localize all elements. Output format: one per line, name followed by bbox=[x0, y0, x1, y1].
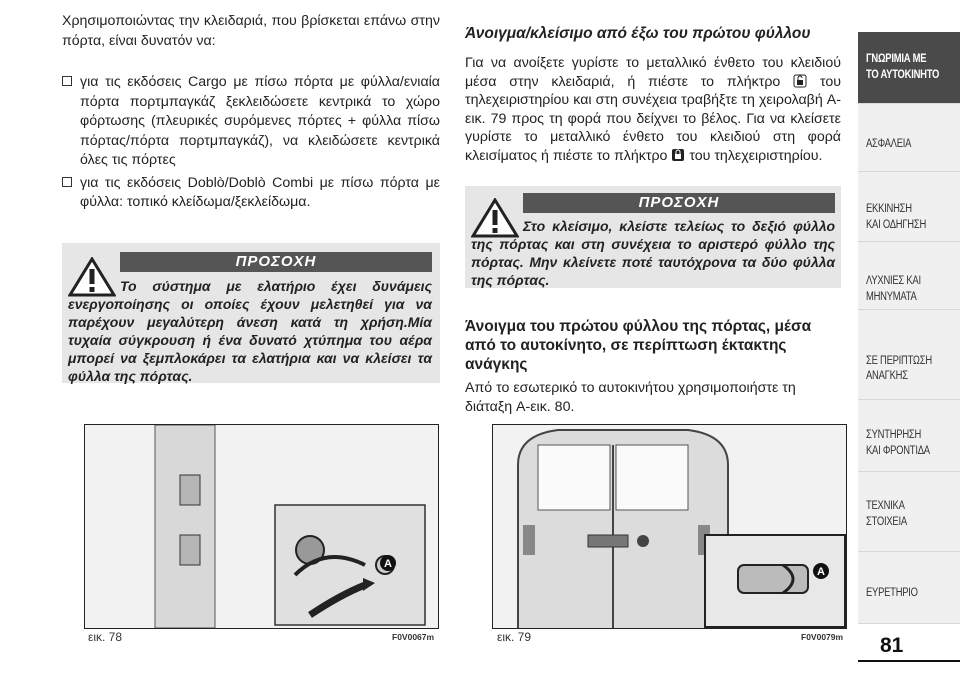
warning-label: ΠΡΟΣΟΧΗ bbox=[523, 193, 835, 213]
rear-door-illustration bbox=[493, 425, 846, 628]
tab-warning-lights[interactable]: ΛΥΧΝΙΕΣ ΚΑΙ ΜΗΝΥΜΑΤΑ bbox=[858, 242, 960, 310]
page-number: 81 bbox=[880, 634, 904, 657]
unlock-icon bbox=[793, 74, 807, 88]
list-item: για τις εκδόσεις Cargo με πίσω πόρτα με φύλλα/ενιαία πόρτα πορτμπαγκάζ ξεκλειδώσετε κεντρικά το χώρο φόρτωσης (πλευρικές συρόμενες πόρτες + φύλλα πίσω πόρτας/πόρτα πορτμπαγκάζ), να κλειδώσετε κεντρικά όλες τις πόρτες bbox=[62, 73, 440, 171]
tab-emergency[interactable]: ΣΕ ΠΕΡΙΠΤΩΣΗ ΑΝΑΓΚΗΣ bbox=[858, 310, 960, 400]
figure-caption: εικ. 78 bbox=[88, 630, 123, 644]
section-title: Άνοιγμα/κλείσιμο από έξω του πρώτου φύλλου bbox=[465, 25, 811, 42]
tab-technical-data[interactable]: ΤΕΧΝΙΚΑ ΣΤΟΙΧΕΙΑ bbox=[858, 472, 960, 552]
warning-text: Το σύστημα με ελατήριο έχει δυνάμεις ενεργοποίησης οι οποίες έχουν μελετηθεί για να παρέχουν μεγαλύτερη άνεση κατά τη χρήση.Μία τυχαία σύγκρουση ή ένα δυνατό χτύπημα του αέρα μπορεί να ξεμπλοκάρει τα ελατήρια και να κλείσει τα φύλλα της πόρτας. bbox=[68, 278, 432, 384]
warning-box bbox=[62, 243, 440, 383]
warning-box bbox=[465, 186, 841, 288]
figure-marker-a: A bbox=[384, 558, 392, 570]
page-number-rule bbox=[858, 660, 960, 662]
warning-text: Στο κλείσιμο, κλείστε τελείως το δεξιό φύλλο της πόρτας και στη συνέχεια το αριστερό φύλλο της πόρτας. Μην κλείνετε ποτέ ταυτόχρονα τα δύο φύλλα της πόρτας. bbox=[471, 218, 835, 288]
checkbox-bullet-icon bbox=[62, 177, 72, 187]
bullet-list bbox=[62, 73, 440, 216]
tab-safety[interactable]: ΑΣΦΑΛΕΙΑ bbox=[858, 104, 960, 172]
door-hinge-illustration bbox=[85, 425, 438, 628]
warning-label: ΠΡΟΣΟΧΗ bbox=[120, 252, 432, 272]
section-title: Άνοιγμα του πρώτου φύλλου της πόρτας, μέσα από το αυτοκίνητο, σε περίπτωση έκτακτης ανάγκης bbox=[465, 318, 812, 373]
figure-caption: εικ. 79 bbox=[497, 630, 532, 644]
checkbox-bullet-icon bbox=[62, 76, 72, 86]
tab-maintenance[interactable]: ΣΥΝΤΗΡΗΣΗ ΚΑΙ ΦΡΟΝΤΙΔΑ bbox=[858, 400, 960, 472]
chapter-tabs bbox=[858, 0, 960, 677]
paragraph: Για να ανοίξετε γυρίστε το μεταλλικό ένθετο του κλειδιού μέσα στην κλειδαριά, ή πιέστε το πλήκτρο του τηλεχειριστηρίου και στη συνέχεια τραβήξτε τη χειρολαβή A-εικ. 79 προς τη φορά που δείχνει το βέλος. Για να κλείσετε γυρίστε το μεταλλικό ένθετο του κλειδιού στη φορά κλεισίματος ή πιέστε το πλήκτρο του τηλεχειριστηρίου. bbox=[465, 55, 841, 164]
figure-code: F0V0079m bbox=[801, 632, 844, 642]
intro-text: Χρησιμοποιώντας την κλειδαριά, που βρίσκεται επάνω στην πόρτα, είναι δυνατόν να: bbox=[62, 13, 440, 49]
figure-marker-a: A bbox=[817, 566, 825, 578]
lock-icon bbox=[671, 148, 685, 162]
paragraph: Από το εσωτερικό το αυτοκινήτου χρησιμοποιήστε τη διάταξη A-εικ. 80. bbox=[465, 380, 796, 415]
list-item: για τις εκδόσεις Doblò/Doblò Combi με πίσω πόρτα με φύλλα: τοπικό κλείδωμα/ξεκλείδωμα. bbox=[62, 174, 440, 213]
figure-78 bbox=[84, 424, 439, 629]
figure-code: F0V0067m bbox=[392, 632, 435, 642]
tab-starting-driving[interactable]: ΕΚΚΙΝΗΣΗ ΚΑΙ ΟΔΗΓΗΣΗ bbox=[858, 172, 960, 242]
tab-getting-to-know[interactable]: ΓΝΩΡΙΜΙΑ ΜΕ ΤΟ ΑΥΤΟΚΙΝΗΤΟ bbox=[858, 32, 960, 104]
tab-index[interactable]: ΕΥΡΕΤΗΡΙΟ bbox=[858, 552, 960, 624]
figure-79 bbox=[492, 424, 847, 629]
